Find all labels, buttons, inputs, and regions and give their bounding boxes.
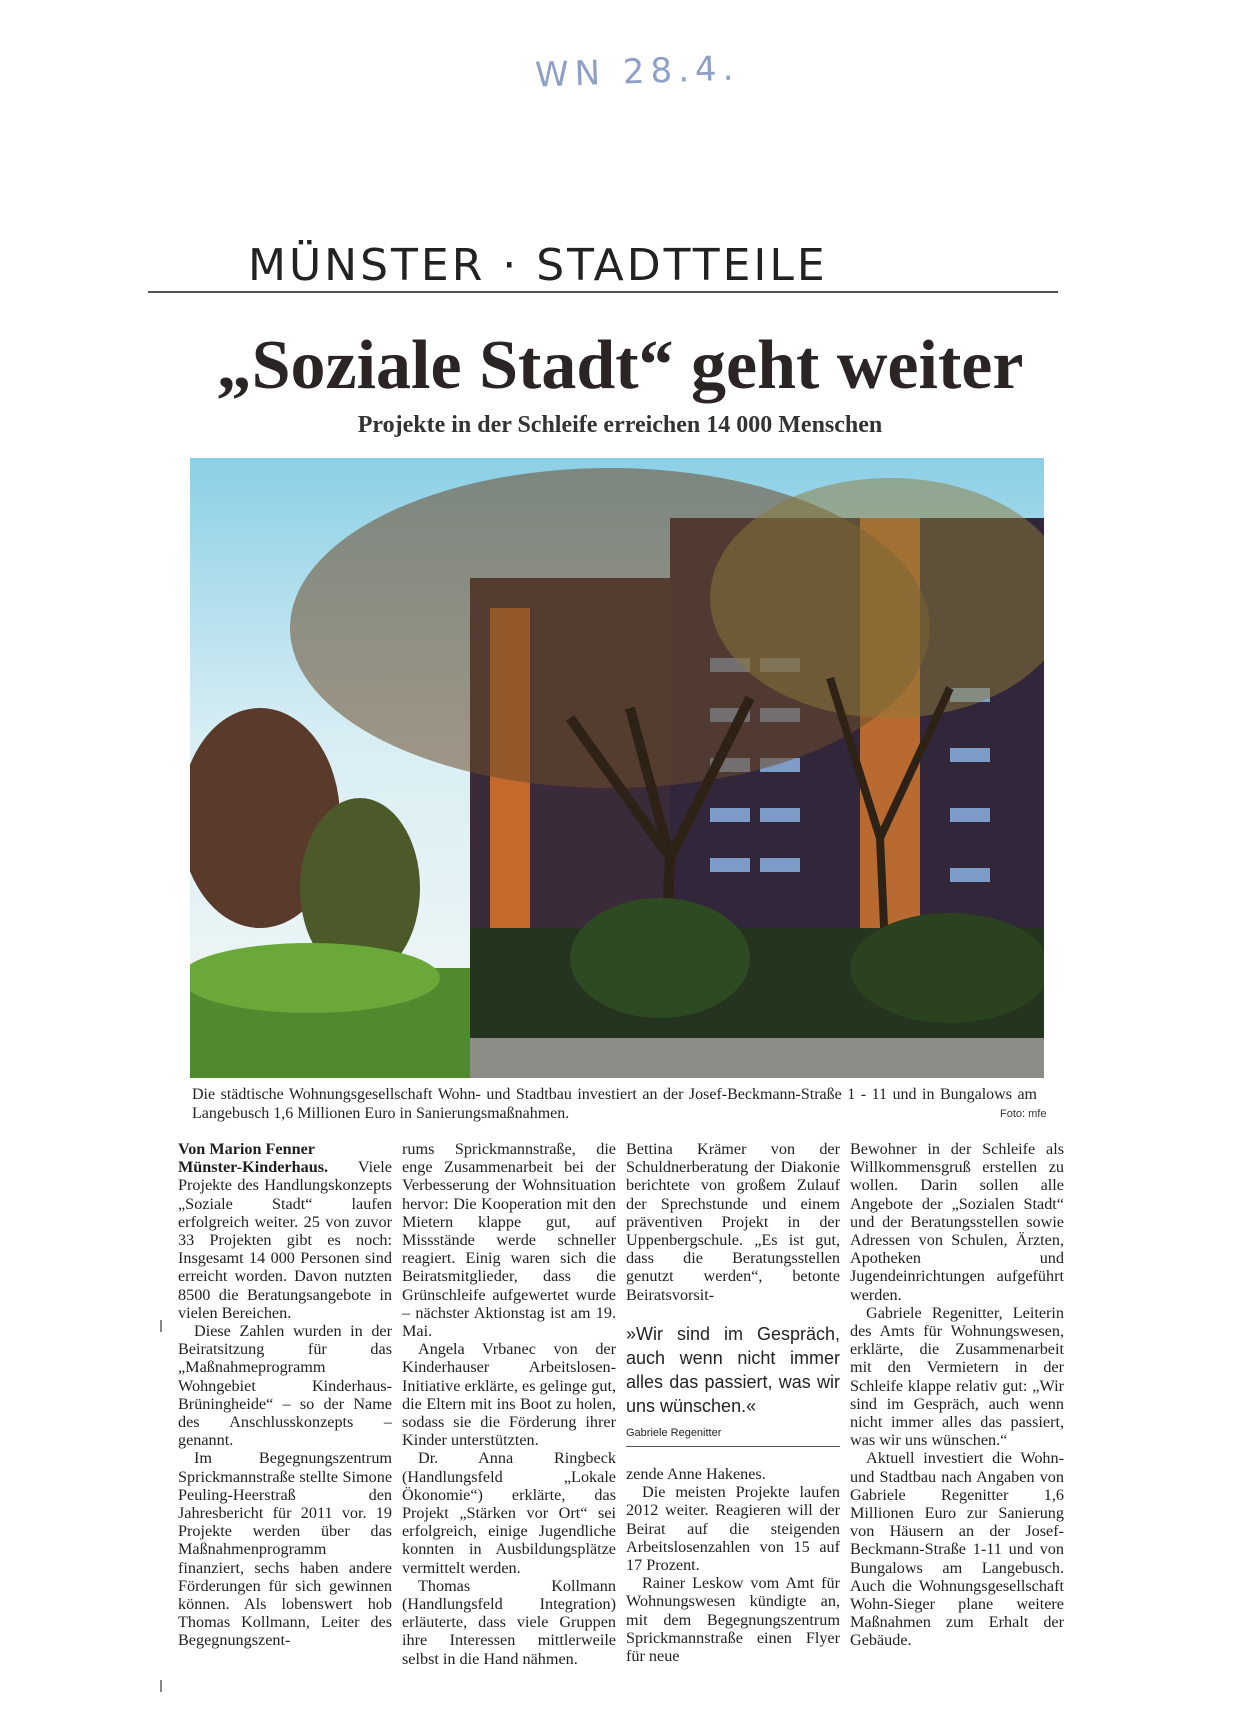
paragraph: Münster-Kinderhaus. Viele Projekte des Handlungskonzepts „Soziale Stadt“ laufen erfolgreich weiter. 25 von zuvor 33 Projekten gibt es noch: Insgesamt 14 000 Personen sind erreicht worden. Davon nutzten 8500 die Beratungsangebote in vielen Bereichen. <box>178 1158 392 1322</box>
paragraph: zende Anne Hakenes. <box>626 1465 766 1484</box>
subheadline: Projekte in der Schleife erreichen 14 000 Menschen <box>357 412 883 438</box>
paragraph: rums Sprickmannstraße, die enge Zusammenarbeit bei der Verbesserung der Wohnsituation hervor: Die Kooperation mit den Mietern klappe gut, auf Missstände werde schneller reagiert. Einig waren sich die Beiratsmitglieder, dass die Grünschleife aufgewertet wurde – nächster Aktionstag ist am 19. Mai. <box>402 1140 616 1341</box>
paragraph: Thomas Kollmann (Handlungsfeld Integration) erläuterte, dass viele Gruppen ihre Interessen mittlerweile selbst in die Hand nähmen. <box>402 1576 616 1668</box>
byline: Von Marion Fenner <box>178 1140 315 1158</box>
pull-quote-source: Gabriele Regenitter <box>626 1424 840 1447</box>
article-column-3 <box>626 1140 840 1665</box>
paragraph: Angela Vrbanec von der Kinderhauser Arbeitslosen-Initiative erklärte, es gelinge gut, die Eltern mit ins Boot zu holen, sodass sie die Förderung ihrer Kinder unterstützten. <box>402 1340 616 1450</box>
article-column-2 <box>402 1140 616 1668</box>
section-header: MÜNSTER · STADTTEILE <box>248 240 828 291</box>
paragraph: Gabriele Regenitter, Leiterin des Amts für Wohnungswesen, erklärte, die Zusammenarbeit mit den Vermietern in der Schleife klappe relativ gut: „Wir sind im Gespräch, auch wenn nicht immer alles das passiert, was wir uns wünschen.“ <box>850 1303 1064 1450</box>
article-column-4 <box>850 1140 1064 1650</box>
article-photo <box>190 458 1044 1078</box>
paragraph: Bettina Krämer von der Schuldnerberatung der Diakonie berichtete von großem Zulauf der Sprechstunde und einem präventiven Projekt in der Uppenbergschule. „Es ist gut, dass die Beratungsstellen genutzt werden“, betonte Beiratsvorsit- <box>626 1140 840 1304</box>
dateline: Münster-Kinderhaus. <box>178 1158 329 1177</box>
pull-quote: »Wir sind im Gespräch, auch wenn nicht immer alles das passiert, was wir uns wünschen.« <box>626 1323 840 1416</box>
paragraph: Im Begegnungszentrum Sprickmannstraße stellte Simone Peuling-Heerstraß den Jahresbericht für 2011 vor. 19 Projekte werden über das Maßnahmenprogramm finanziert, sechs haben andere Förderungen für sich gewinnen können. Als lobenswert hob Thomas Kollmann, Leiter des Begegnungszent- <box>178 1449 392 1650</box>
headline: „Soziale Stadt“ geht weiter <box>216 327 1024 404</box>
scan-margin-mark <box>160 1320 162 1332</box>
handwritten-stamp: WN 28.4. <box>534 48 741 96</box>
paragraph: Aktuell investiert die Wohn- und Stadtbau nach Angaben von Gabriele Regenitter 1,6 Millionen Euro zur Sanierung von Häusern an der Josef-Beckmann-Straße 1-11 und von Bungalows am Langebusch. Auch die Wohnungsgesellschaft Wohn-Sieger plane weitere Maßnahmen zum Erhalt der Gebäude. <box>850 1449 1064 1650</box>
paragraph: Diese Zahlen wurden in der Beiratsitzung für das „Maßnahmeprogramm Wohngebiet Kinderhaus-Brüningheide“ – so der Name des Anschlusskonzepts – genannt. <box>178 1322 392 1450</box>
section-rule <box>148 291 1058 293</box>
paragraph: Bewohner in der Schleife als Willkommensgruß erstellen zu wollen. Darin sollen alle Angebote der „Sozialen Stadt“ und der Beratungsstellen sowie Adressen von Schulen, Ärzten, Apotheken und Jugendeinrichtungen aufgeführt werden. <box>850 1140 1064 1304</box>
paragraph: Rainer Leskow vom Amt für Wohnungswesen kündigte an, mit dem Begegnungszentrum Sprickmannstraße einen Flyer für neue <box>626 1574 840 1666</box>
photo-credit: Foto: mfe <box>1000 1108 1047 1120</box>
photo-caption: Die städtische Wohnungsgesellschaft Wohn- und Stadtbau investiert an der Josef-Beckmann-Straße 1 - 11 und in Bungalows am Langebusch 1,6 Millionen Euro in Sanierungsmaßnahmen. <box>192 1086 1037 1122</box>
paragraph: Die meisten Projekte laufen 2012 weiter. Reagieren will der Beirat auf die steigenden Arbeitslosenzahlen von 15 auf 17 Prozent. <box>626 1483 840 1575</box>
article-column-1 <box>178 1140 392 1650</box>
scan-margin-mark <box>160 1680 162 1692</box>
paragraph: Dr. Anna Ringbeck (Handlungsfeld „Lokale Ökonomie“) erklärte, das Projekt „Stärken vor Ort“ sei erfolgreich, einige Jugendliche konnten in Ausbildungsplätze vermittelt werden. <box>402 1449 616 1577</box>
